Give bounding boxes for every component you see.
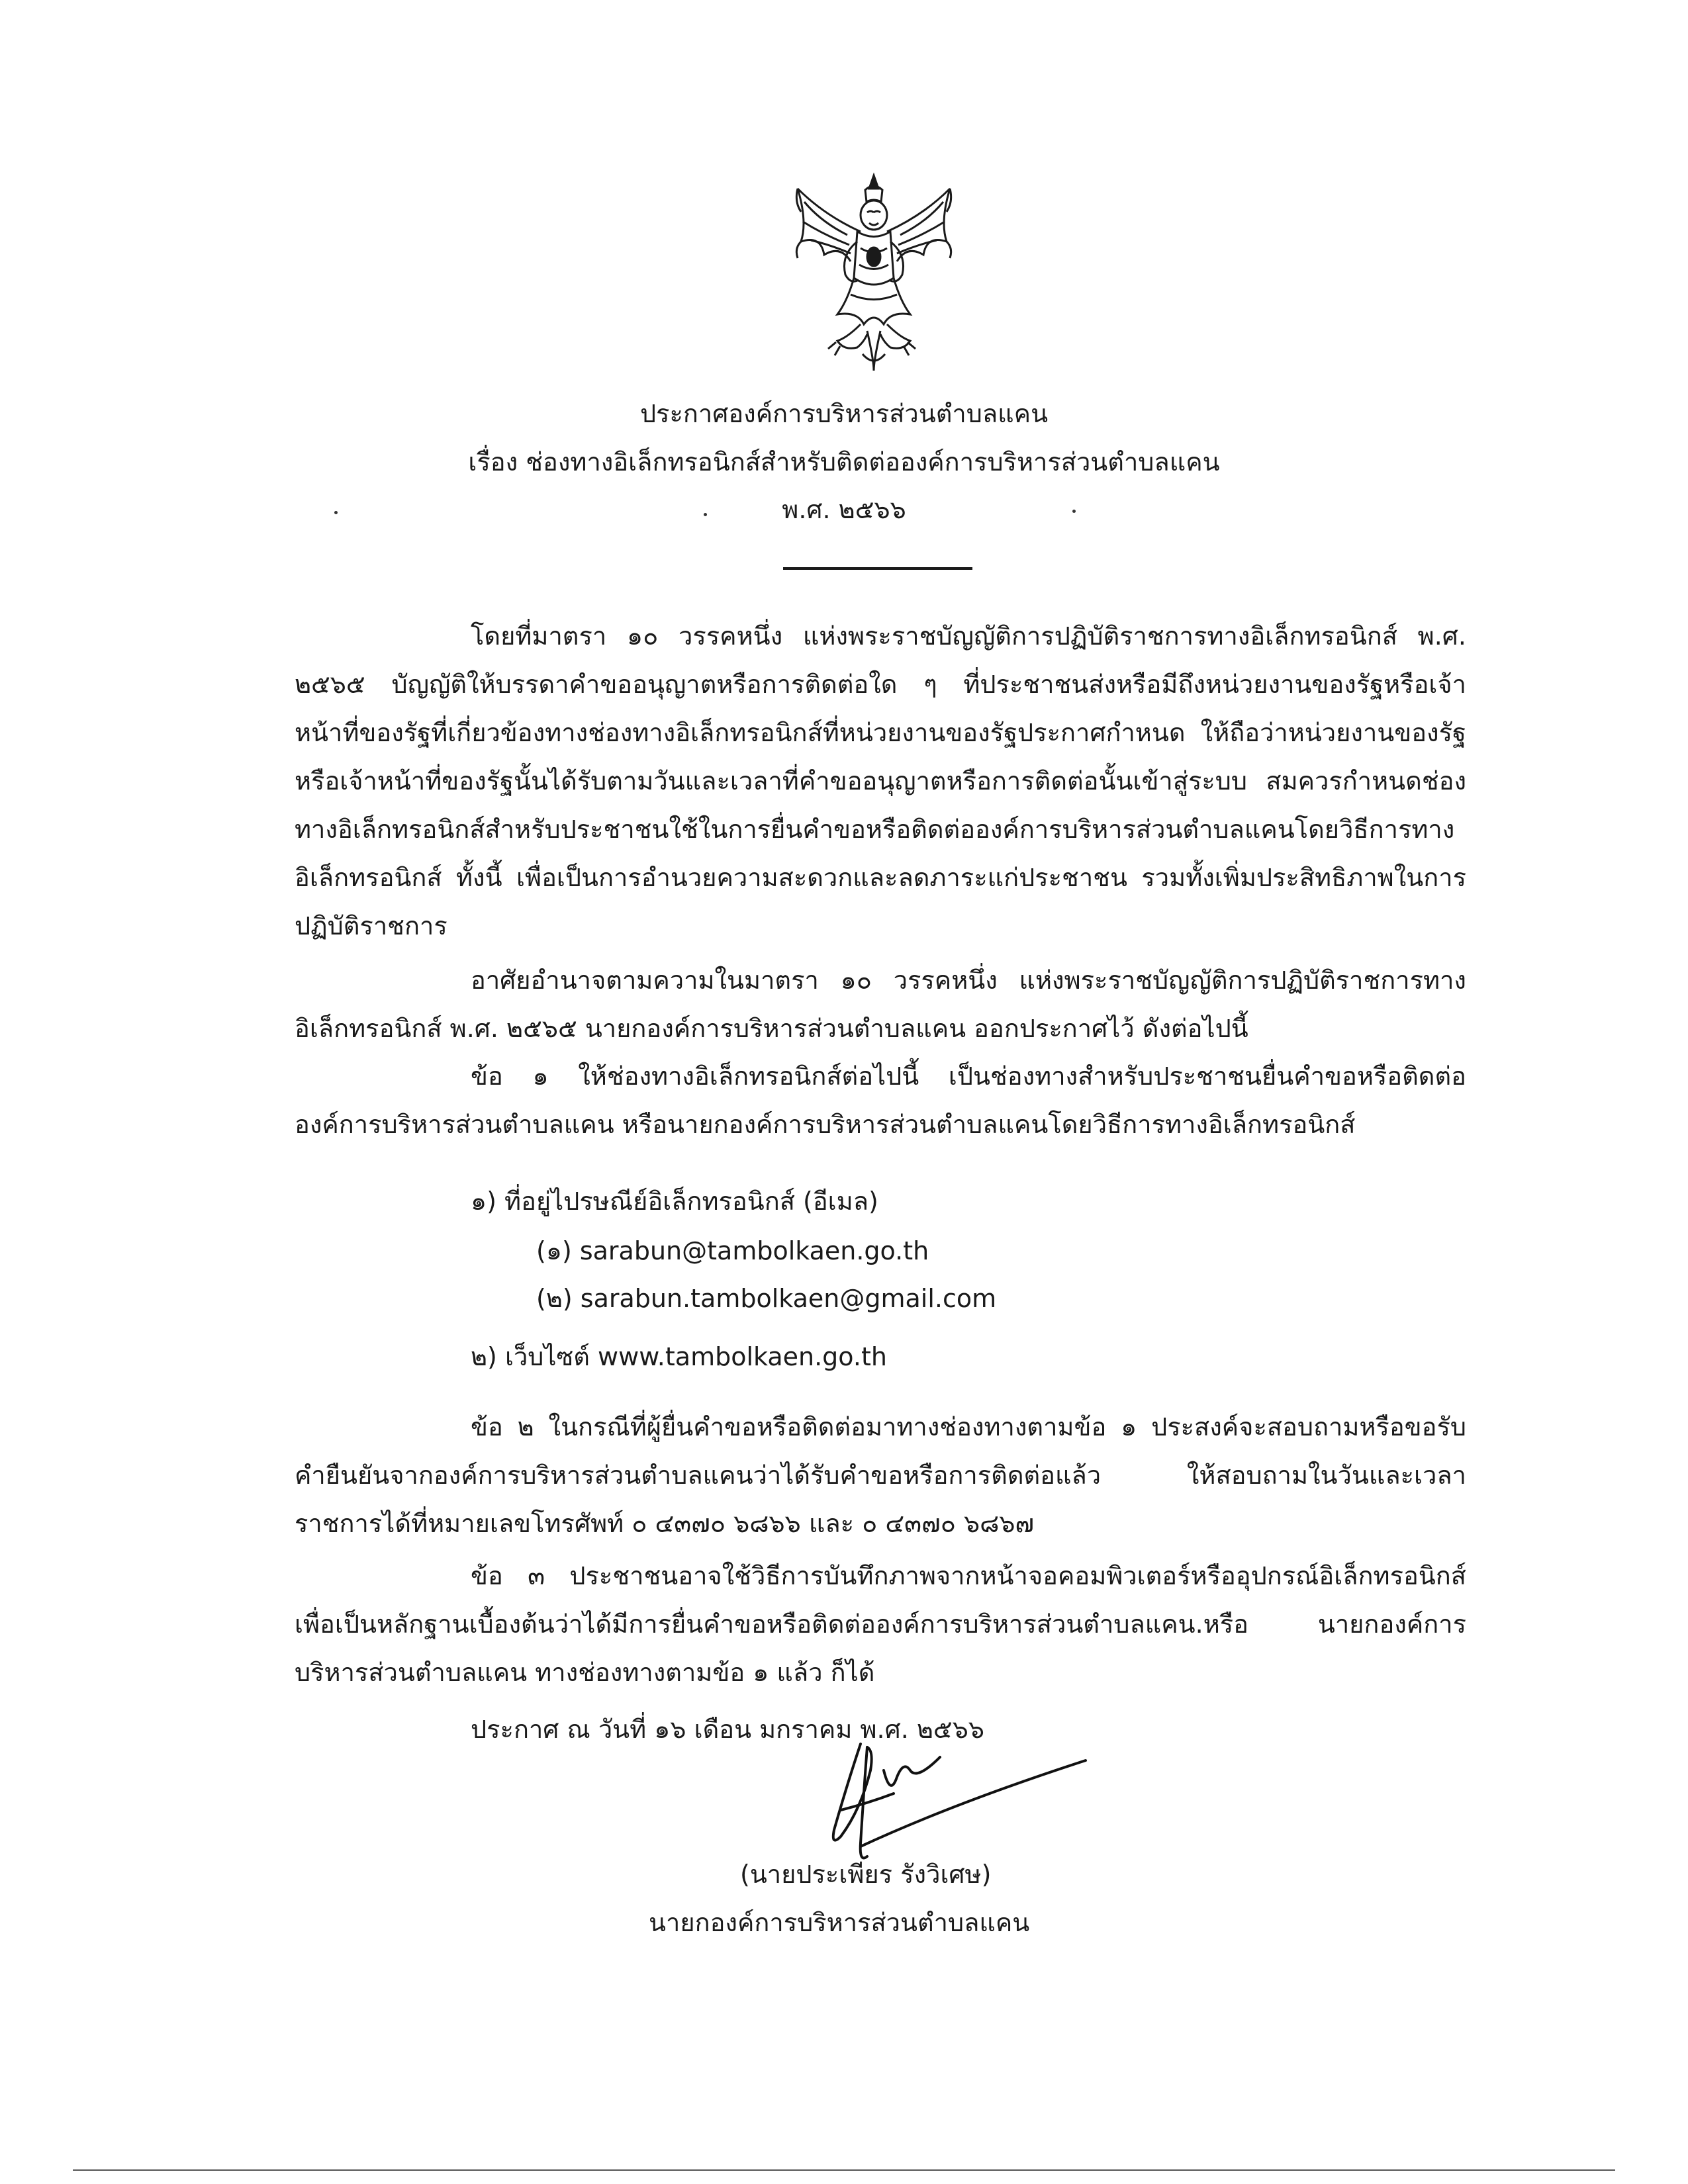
email-address-2: (๒) sarabun.tambolkaen@gmail.com	[536, 1284, 997, 1313]
announcement-subject: เรื่อง ช่องทางอิเล็กทรอนิกส์สำหรับติดต่อองค์การบริหารส่วนตำบลแคน	[468, 447, 1220, 477]
signatory-position: นายกองค์การบริหารส่วนตำบลแคน	[649, 1908, 1030, 1937]
announcement-year: พ.ศ. ๒๕๖๖	[782, 495, 906, 524]
scan-speck	[334, 511, 338, 514]
title-divider	[783, 567, 972, 570]
announcement-date: ประกาศ ณ วันที่ ๑๖ เดือน มกราคม พ.ศ. ๒๕๖๖	[471, 1715, 984, 1744]
authority-paragraph: อาศัยอำนาจตามความในมาตรา ๑๐ วรรคหนึ่ง แห่งพระราชบัญญัติการปฏิบัติราชการทางอิเล็กทรอนิกส์ พ.ศ. ๒๕๖๕ นายกองค์การบริหารส่วนตำบลแคน ออกประกาศไว้ ดังต่อไปนี้	[295, 966, 1466, 1043]
garuda-emblem-icon	[784, 169, 963, 381]
announcement-title: ประกาศองค์การบริหารส่วนตำบลแคน	[639, 399, 1049, 428]
item-email-heading: ๑) ที่อยู่ไปรษณีย์อิเล็กทรอนิกส์ (อีเมล)	[471, 1187, 878, 1216]
clause-3: ข้อ ๓ ประชาชนอาจใช้วิธีการบันทึกภาพจากหน้าจอคอมพิวเตอร์หรืออุปกรณ์อิเล็กทรอนิกส์เพื่อเป็นหลักฐานเบื้องต้นว่าได้มีการยื่นคำขอหรือติดต่อองค์การบริหารส่วนตำบลแคน.หรือ นายกองค์การบริหารส่วนตำบลแคน ทางช่องทางตามข้อ ๑ แล้ว ก็ได้	[295, 1561, 1466, 1687]
email-address-1: (๑) sarabun@tambolkaen.go.th	[536, 1236, 929, 1265]
scan-speck	[704, 513, 707, 516]
clause-2: ข้อ ๒ ในกรณีที่ผู้ยื่นคำขอหรือติดต่อมาทางช่องทางตามข้อ ๑ ประสงค์จะสอบถามหรือขอรับคำยืนยันจากองค์การบริหารส่วนตำบลแคนว่าได้รับคำขอหรือการติดต่อแล้ว ให้สอบถามในวันและเวลาราชการได้ที่หมายเลขโทรศัพท์ ๐ ๔๓๗๐ ๖๘๖๖ และ ๐ ๔๓๗๐ ๖๘๖๗	[295, 1412, 1466, 1538]
signatory-name: (นายประเพียร รังวิเศษ)	[740, 1860, 992, 1889]
clause-1: ข้อ ๑ ให้ช่องทางอิเล็กทรอนิกส์ต่อไปนี้ เป็นช่องทางสำหรับประชาชนยื่นคำขอหรือติดต่อองค์การบริหารส่วนตำบลแคน หรือนายกองค์การบริหารส่วนตำบลแคนโดยวิธีการทางอิเล็กทรอนิกส์	[295, 1062, 1466, 1139]
preamble-paragraph: โดยที่มาตรา ๑๐ วรรคหนึ่ง แห่งพระราชบัญญัติการปฏิบัติราชการทางอิเล็กทรอนิกส์ พ.ศ. ๒๕๖๕ บัญญัติให้บรรดาคำขออนุญาตหรือการติดต่อใด ๆ ที่ประชาชนส่งหรือมีถึงหน่วยงานของรัฐหรือเจ้าหน้าที่ของรัฐที่เกี่ยวข้องทางช่องทางอิเล็กทรอนิกส์ที่หน่วยงานของรัฐประกาศกำหนด ให้ถือว่าหน่วยงานของรัฐหรือเจ้าหน้าที่ของรัฐนั้นได้รับตามวันและเวลาที่คำขออนุญาตหรือการติดต่อนั้นเข้าสู่ระบบ สมควรกำหนดช่องทางอิเล็กทรอนิกส์สำหรับประชาชนใช้ในการยื่นคำขอหรือติดต่อองค์การบริหารส่วนตำบลแคนโดยวิธีการทางอิเล็กทรอนิกส์ ทั้งนี้ เพื่อเป็นการอำนวยความสะดวกและลดภาระแก่ประชาชน รวมทั้งเพิ่มประสิทธิภาพในการปฏิบัติราชการ	[295, 621, 1466, 940]
item-website: ๒) เว็บไซต์ www.tambolkaen.go.th	[471, 1342, 887, 1371]
page-bottom-edge	[73, 2169, 1615, 2171]
scan-speck	[1072, 510, 1076, 513]
